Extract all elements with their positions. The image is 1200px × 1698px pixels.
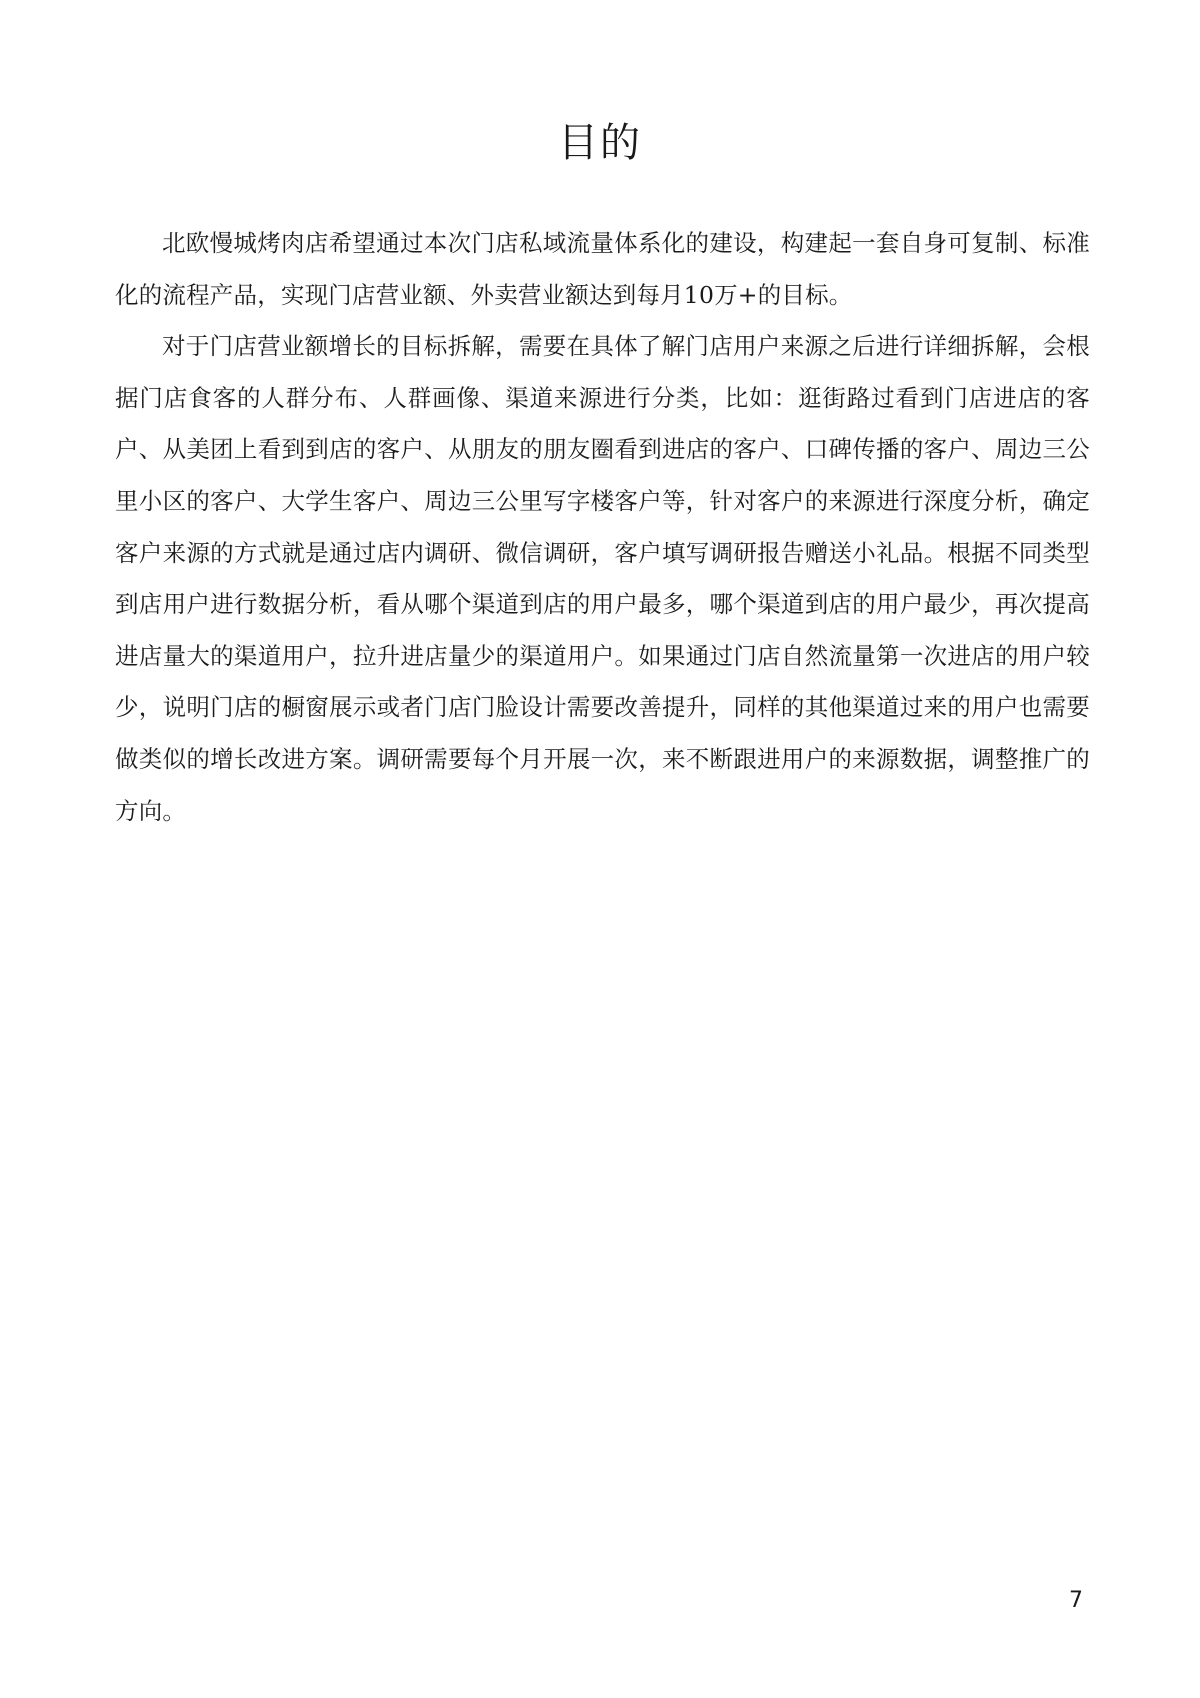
page-number: 7 — [1069, 1588, 1083, 1613]
paragraph-breakdown: 对于门店营业额增长的目标拆解，需要在具体了解门店用户来源之后进行详细拆解，会根据门店食客的人群分布、人群画像、渠道来源进行分类，比如：逛街路过看到门店进店的客户、从美团上看到到店的客户、从朋友的朋友圈看到进店的客户、口碑传播的客户、周边三公里小区的客户、大学生客户、周边三公里写字楼客户等，针对客户的来源进行深度分析，确定客户来源的方式就是通过店内调研、微信调研，客户填写调研报告赠送小礼品。根据不同类型到店用户进行数据分析，看从哪个渠道到店的用户最多，哪个渠道到店的用户最少，再次提高进店量大的渠道用户，拉升进店量少的渠道用户。如果通过门店自然流量第一次进店的用户较少，说明门店的橱窗展示或者门店门脸设计需要改善提升，同样的其他渠道过来的用户也需要做类似的增长改进方案。调研需要每个月开展一次，来不断跟进用户的来源数据，调整推广的方向。 — [115, 332, 1090, 825]
paragraph-goal: 北欧慢城烤肉店希望通过本次门店私域流量体系化的建设，构建起一套自身可复制、标准化的流程产品，实现门店营业额、外卖营业额达到每月10万+的目标。 — [115, 229, 1090, 309]
page-title: 目的 — [558, 120, 642, 166]
body-text — [115, 218, 1090, 837]
